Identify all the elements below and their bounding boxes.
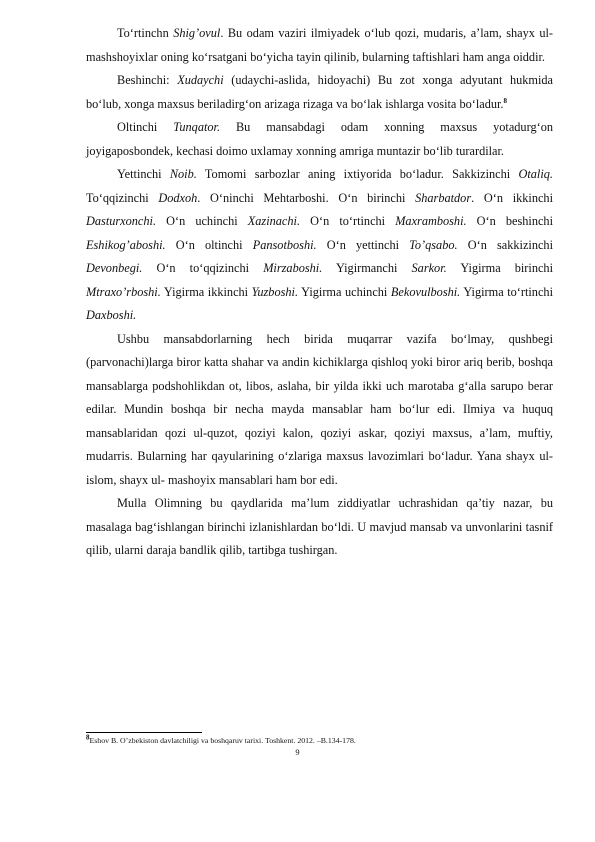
italic-term: Otaliq. bbox=[518, 167, 553, 181]
italic-term: Mirzaboshi. bbox=[263, 261, 323, 275]
italic-term: Bekovulboshi. bbox=[390, 284, 461, 299]
text-run: Mulla Olimning bu qaydlarida ma’lum ziddiyatlar uchrashidan qa’tiy nazar, bu masalaga bag‘ishlangan birinchi izlanishlardan bo‘ldi. U mavjud mansab va unvonlarini tasnif qilib, ularni daraja bandlik qilib, tartibga tushirgan. bbox=[86, 496, 553, 557]
italic-term: Pansotboshi. bbox=[252, 237, 317, 252]
italic-term: Dasturxonchi. bbox=[86, 214, 157, 228]
text-run: O‘n sakkizinchi bbox=[457, 237, 553, 252]
italic-term: Devonbegi. bbox=[86, 261, 143, 275]
text-run: O‘n to‘rtinchi bbox=[300, 214, 396, 228]
text-run: To‘rtinchn bbox=[117, 26, 174, 40]
text-run: (udaychi-aslida, hidoyachi) Bu zot xonga adyutant hukmida bo‘lub, xonga maxsus beriladirg‘on arizaga rizaga va bo‘lak ishlarga vosita bo‘ladur. bbox=[86, 73, 553, 111]
text-run: Yigirmanchi bbox=[322, 261, 412, 275]
text-run: O‘n to‘qqizinchi bbox=[142, 261, 264, 275]
italic-term: Sarkor. bbox=[411, 261, 447, 275]
italic-term: Xazinachi. bbox=[247, 214, 301, 228]
text-run: O‘n oltinchi bbox=[165, 237, 253, 252]
paragraph bbox=[86, 492, 553, 563]
italic-term: Sharbatdor bbox=[415, 190, 472, 205]
italic-term: Daxboshi. bbox=[86, 308, 137, 322]
paragraph bbox=[86, 116, 553, 163]
text-run: . Bu odam vaziri ilmiyadek o‘lub qozi, mudaris, a’lam, shayx ul-mashshoyixlar oning ko‘rsatgani bo‘yicha tayin qilinib, bularning taftishlari ham anga oiddir. bbox=[86, 26, 553, 64]
text-run: Bu mansabdagi odam xonning maxsus yotadurg‘on joyigaposbondek, kechasi doimo uxlamay xonning amriga muntazir bo‘lib turardilar. bbox=[86, 120, 553, 158]
italic-term: Mtraxo’rboshi. bbox=[86, 284, 161, 299]
footnote-marker: 8 bbox=[86, 733, 90, 742]
footnote bbox=[86, 733, 356, 746]
italic-term: Eshikog’aboshi. bbox=[86, 237, 166, 252]
italic-term: To’qsabo. bbox=[409, 237, 458, 252]
text-run: . O‘n ikkinchi bbox=[471, 190, 553, 205]
text-run: Oltinchi bbox=[117, 120, 174, 134]
text-run: O‘n uchinchi bbox=[156, 214, 248, 228]
footnote-separator bbox=[86, 732, 202, 733]
page-number: 9 bbox=[295, 747, 300, 757]
text-run: O‘n yettinchi bbox=[316, 237, 410, 252]
italic-term: Yuzboshi. bbox=[251, 284, 299, 299]
paragraph bbox=[86, 69, 553, 116]
text-run: . O‘ninchi Mehtarboshi. O‘n birinchi bbox=[197, 190, 416, 205]
text-run: Yigirma to‘rtinchi bbox=[460, 284, 553, 299]
italic-term: Xudaychi bbox=[177, 73, 224, 87]
footnote-reference: 8 bbox=[503, 96, 508, 105]
footnote-text: Eshov B. O’zbekiston davlatchiligi va boshqaruv tarixi. Toshkent. 2012. –B.134-178. bbox=[89, 736, 356, 745]
text-run: Yigirma birinchi bbox=[446, 261, 553, 275]
text-run: Yettinchi bbox=[117, 167, 170, 181]
text-run: To‘qqizinchi bbox=[86, 190, 159, 205]
text-run: Beshinchi: bbox=[117, 73, 178, 87]
text-run: Ushbu mansabdorlarning hech birida muqarrar vazifa bo‘lmay, qushbegi (parvonachi)larga biror katta shahar va andin kichiklarga qishloq yoki biror ariq berib, boshqa mansablarga podshohlikdan ot, libos, aslaha, bir yilda ikki uch marotaba g‘alla sarupo berar edilar. Mundin boshqa bir necha mayda mansablar ham bo‘lur edi. Ilmiya va huquq mansablaridan qozi ul-quzot, qoziyi kalon, qoziyi askar, qoziyi maxsus, a’lam, muftiy, mudarris. Bularning har qayularining o‘zlariga maxsus lavozimlari bo‘ladur. Yana shayx ul-islom, shayx ul- mashoyix mansablari ham bor edi. bbox=[86, 331, 553, 487]
paragraph bbox=[86, 163, 553, 328]
italic-term: Shig’ovul bbox=[173, 26, 221, 40]
italic-term: Maxramboshi. bbox=[395, 214, 467, 228]
text-run: Yigirma ikkinchi bbox=[160, 284, 252, 299]
paragraph bbox=[86, 22, 553, 69]
text-run: Tomomi sarbozlar aning ixtiyorida bo‘ladur. Sakkizinchi bbox=[196, 167, 519, 181]
body-text bbox=[86, 22, 553, 563]
italic-term: Dodxoh bbox=[158, 190, 198, 205]
text-run: O‘n beshinchi bbox=[466, 214, 554, 228]
paragraph bbox=[86, 328, 553, 493]
text-run: Yigirma uchinchi bbox=[298, 284, 391, 299]
italic-term: Noib. bbox=[169, 167, 197, 181]
italic-term: Tunqator. bbox=[173, 120, 221, 134]
